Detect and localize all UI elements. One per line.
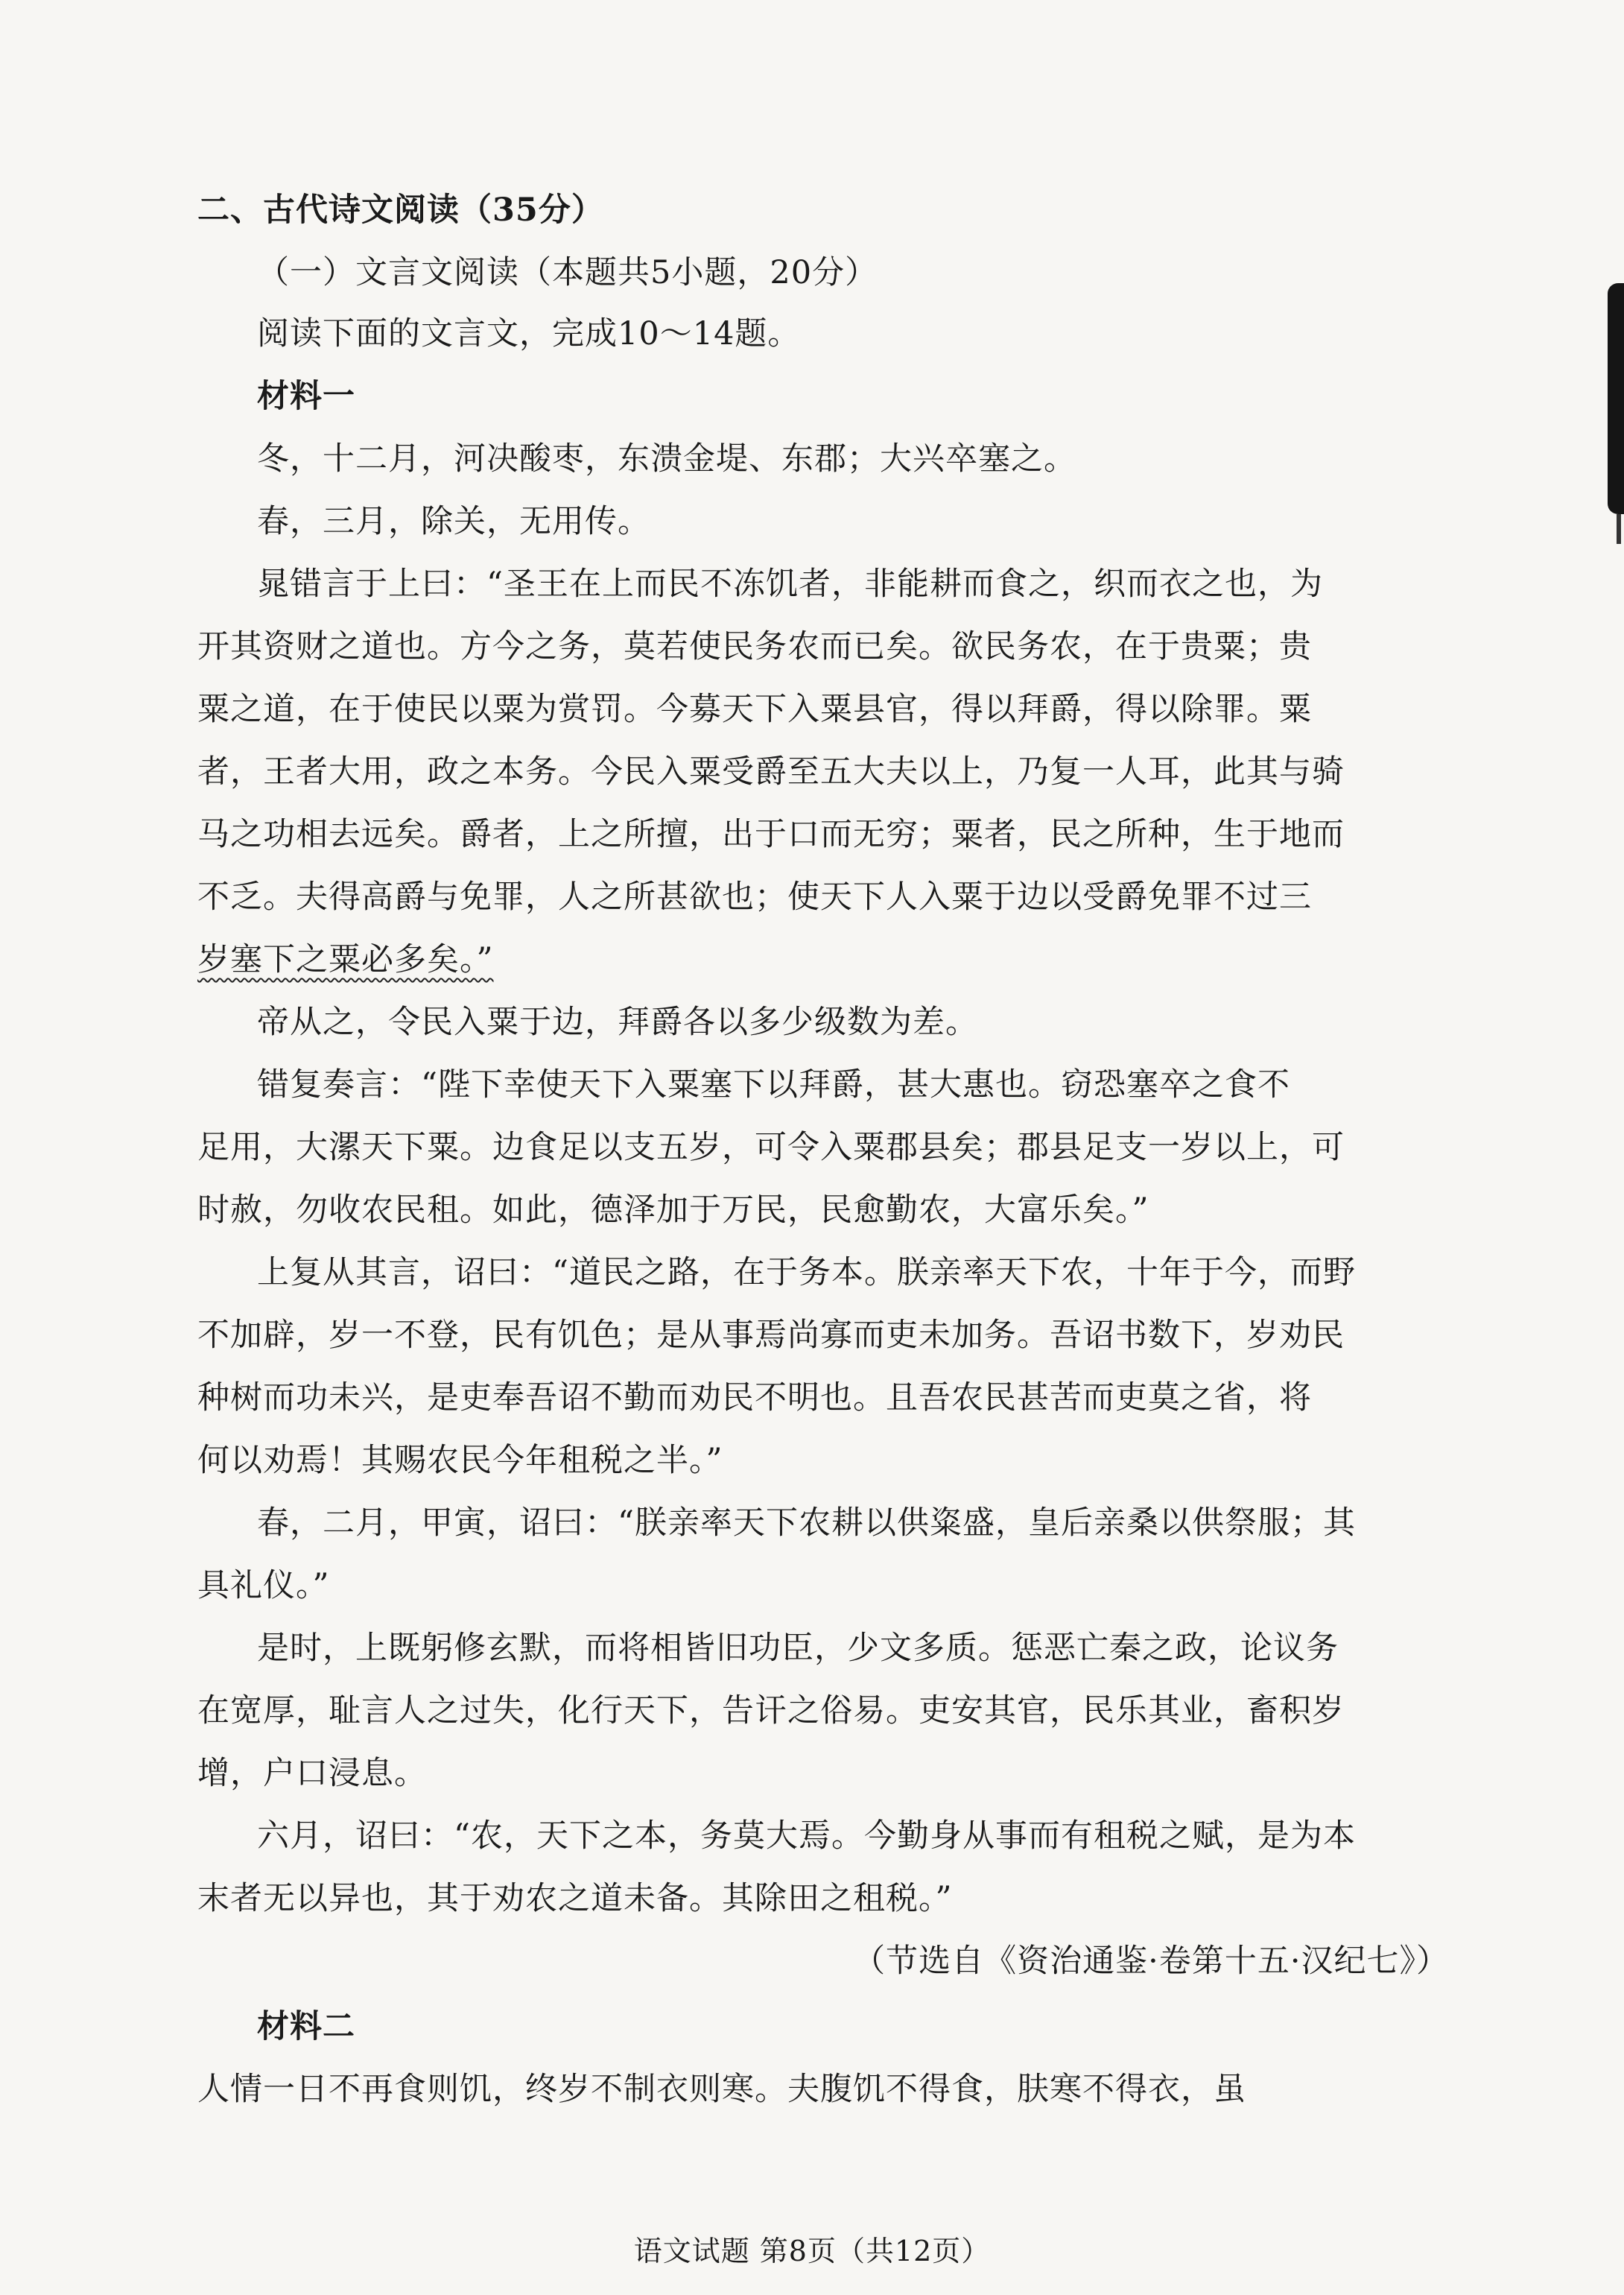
page-footer: 语文试题 第8页（共12页） (633, 2235, 991, 2267)
material1-line: 具礼仪。” (197, 1567, 330, 1604)
material1-line: 种树而功未兴，是吏奉吾诏不勤而劝民不明也。且吾农民甚苦而吏莫之省，将 (197, 1379, 1312, 1416)
scan-edge-dot (1617, 514, 1621, 544)
material1-line: 不加辟，岁一不登，民有饥色；是从事焉尚寡而吏未加务。吾诏书数下，岁劝民 (197, 1317, 1345, 1354)
material1-line: 时赦，勿收农民租。如此，德泽加于万民，民愈勤农，大富乐矣。” (197, 1191, 1149, 1229)
material1-line: 冬，十二月，河决酸枣，东溃金堤、东郡；大兴卒塞之。 (257, 440, 1076, 478)
section-title: 二、古代诗文阅读（35分） (197, 191, 604, 229)
material2-line: 人情一日不再食则饥，终岁不制衣则寒。夫腹饥不得食，肤寒不得衣，虽 (197, 2071, 1246, 2108)
material1-line: 在宽厚，耻言人之过失，化行天下，告讦之俗易。吏安其官，民乐其业，畜积岁 (197, 1692, 1345, 1729)
material1-line: 晁错言于上曰：“圣王在上而民不冻饥者，非能耕而食之，织而衣之也，为 (257, 566, 1323, 603)
material1-line-wavy: 岁塞下之粟必多矣。” (197, 941, 494, 978)
scan-edge-mark (1608, 283, 1624, 514)
material1-line: 是时，上既躬修玄默，而将相皆旧功臣，少文多质。惩恶亡秦之政，论议务 (257, 1630, 1339, 1667)
material1-line: 末者无以异也，其于劝农之道未备。其除田之租税。” (197, 1880, 953, 1917)
instruction: 阅读下面的文言文，完成10～14题。 (257, 315, 801, 352)
material1-line: 增，户口浸息。 (197, 1755, 427, 1792)
material1-line: 春，三月，除关，无用传。 (257, 503, 650, 540)
material1-line: 不乏。夫得高爵与免罪，人之所甚欲也；使天下人入粟于边以受爵免罪不过三 (197, 879, 1312, 916)
material1-line: 者，王者大用，政之本务。今民入粟受爵至五大夫以上，乃复一人耳，此其与骑 (197, 753, 1345, 791)
material1-line: 错复奏言：“陛下幸使天下入粟塞下以拜爵，甚大惠也。窃恐塞卒之食不 (257, 1066, 1290, 1104)
material1-line: 六月，诏曰：“农，天下之本，务莫大焉。今勤身从事而有租税之赋，是为本 (257, 1817, 1356, 1855)
material1-line: 开其资财之道也。方今之务，莫若使民务农而已矣。欲民务农，在于贵粟；贵 (197, 628, 1312, 665)
material1-line: 上复从其言，诏曰：“道民之路，在于务本。朕亲率天下农，十年于今，而野 (257, 1254, 1356, 1291)
material1-line: 何以劝焉！其赐农民今年租税之半。” (197, 1442, 723, 1479)
material1-line: 帝从之，令民入粟于边，拜爵各以多少级数为差。 (257, 1004, 978, 1041)
material1-line: 春，二月，甲寅，诏曰：“朕亲率天下农耕以供粢盛，皇后亲桑以供祭服；其 (257, 1504, 1356, 1542)
material1-line: 足用，大漯天下粟。边食足以支五岁，可令入粟郡县矣；郡县足支一岁以上，可 (197, 1129, 1345, 1166)
material1-label: 材料一 (257, 378, 355, 415)
subsection-title: （一）文言文阅读（本题共5小题，20分） (257, 254, 878, 291)
material1-source: （节选自《资治通鉴·卷第十五·汉纪七》） (853, 1943, 1449, 1980)
material1-line: 粟之道，在于使民以粟为赏罚。今募天下入粟县官，得以拜爵，得以除罪。粟 (197, 691, 1312, 728)
material1-line: 马之功相去远矣。爵者，上之所擅，出于口而无穷；粟者，民之所种，生于地而 (197, 816, 1345, 853)
material2-label: 材料二 (257, 2008, 355, 2045)
